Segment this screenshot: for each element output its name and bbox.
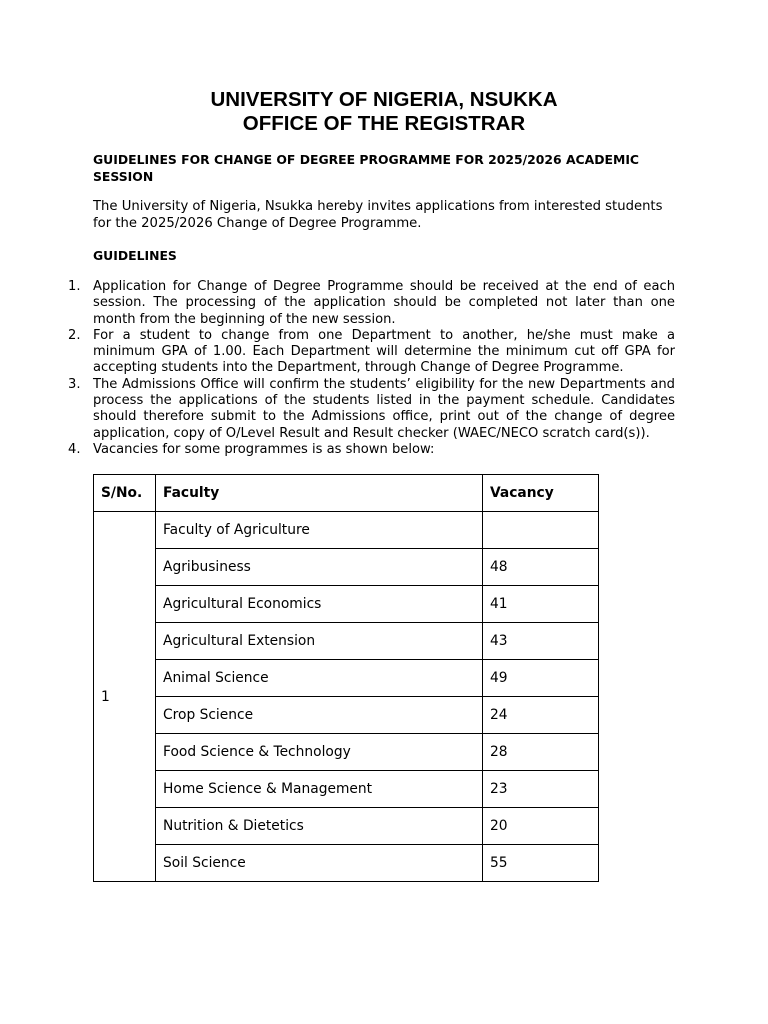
program-cell: Agribusiness	[156, 549, 483, 586]
guideline-number: 4.	[68, 441, 81, 457]
vacancy-cell: 24	[483, 697, 599, 734]
office-title: OFFICE OF THE REGISTRAR	[242, 112, 526, 135]
table-row	[94, 660, 599, 697]
guideline-text: For a student to change from one Department to another, he/she must make a minimum GPA of 1.00. Each Department will determine the minimum cut off GPA for accepting students into the Department, through Change of Degree Programme.	[93, 327, 675, 376]
program-cell: Animal Science	[156, 660, 483, 697]
guideline-number: 3.	[68, 376, 81, 392]
guidelines-list	[68, 279, 675, 458]
vacancy-cell: 20	[483, 808, 599, 845]
faculty-name-cell: Faculty of Agriculture	[156, 512, 483, 549]
table-row	[94, 697, 599, 734]
program-cell: Food Science & Technology	[156, 734, 483, 771]
table-row	[94, 771, 599, 808]
program-cell: Soil Science	[156, 845, 483, 882]
guideline-item	[68, 327, 675, 377]
guideline-text: The Admissions Office will confirm the students’ eligibility for the new Departments and process the applications of the students listed in the payment schedule. Candidates should therefore submit to the Admissions office, print out of the change of degree application, copy of O/Level Result and Result checker (WAEC/NECO scratch card(s)).	[93, 376, 675, 441]
vacancy-cell: 55	[483, 845, 599, 882]
serial-number-cell: 1	[94, 512, 156, 882]
guidelines-heading: GUIDELINES	[93, 248, 177, 263]
vacancy-cell: 41	[483, 586, 599, 623]
vacancy-cell: 49	[483, 660, 599, 697]
guideline-text: Vacancies for some programmes is as shown below:	[93, 441, 435, 457]
header-sn: S/No.	[94, 475, 156, 512]
program-cell: Nutrition & Dietetics	[156, 808, 483, 845]
vacancy-cell: 23	[483, 771, 599, 808]
table-row	[94, 549, 599, 586]
guideline-item	[68, 376, 675, 442]
header-faculty: Faculty	[156, 475, 483, 512]
header-vacancy: Vacancy	[483, 475, 599, 512]
table-row	[94, 586, 599, 623]
intro-paragraph: The University of Nigeria, Nsukka hereby invites applications from interested students for the 2025/2026 Change of Degree Programme.	[93, 199, 663, 231]
vacancy-cell: 48	[483, 549, 599, 586]
program-cell: Agricultural Economics	[156, 586, 483, 623]
table-row	[94, 623, 599, 660]
program-cell: Agricultural Extension	[156, 623, 483, 660]
vacancy-cell: 28	[483, 734, 599, 771]
table-row	[94, 845, 599, 882]
university-title: UNIVERSITY OF NIGERIA, NSUKKA	[210, 88, 558, 111]
vacancy-cell: 43	[483, 623, 599, 660]
table-row	[94, 734, 599, 771]
faculty-vacancy-cell	[483, 512, 599, 549]
vacancy-table	[93, 474, 599, 882]
guideline-item	[68, 279, 675, 328]
guideline-text: Application for Change of Degree Programme should be received at the end of each session. The processing of the application should be completed not later than one month from the beginning of the new session.	[93, 279, 675, 327]
guidelines-subheading: GUIDELINES FOR CHANGE OF DEGREE PROGRAMME FOR 2025/2026 ACADEMIC SESSION	[93, 152, 640, 184]
program-cell: Home Science & Management	[156, 771, 483, 808]
table-row	[94, 808, 599, 845]
program-cell: Crop Science	[156, 697, 483, 734]
guideline-number: 1.	[68, 279, 81, 294]
guideline-item	[68, 441, 675, 458]
faculty-row	[94, 512, 599, 549]
table-header-row	[94, 475, 599, 512]
guideline-number: 2.	[68, 327, 81, 343]
